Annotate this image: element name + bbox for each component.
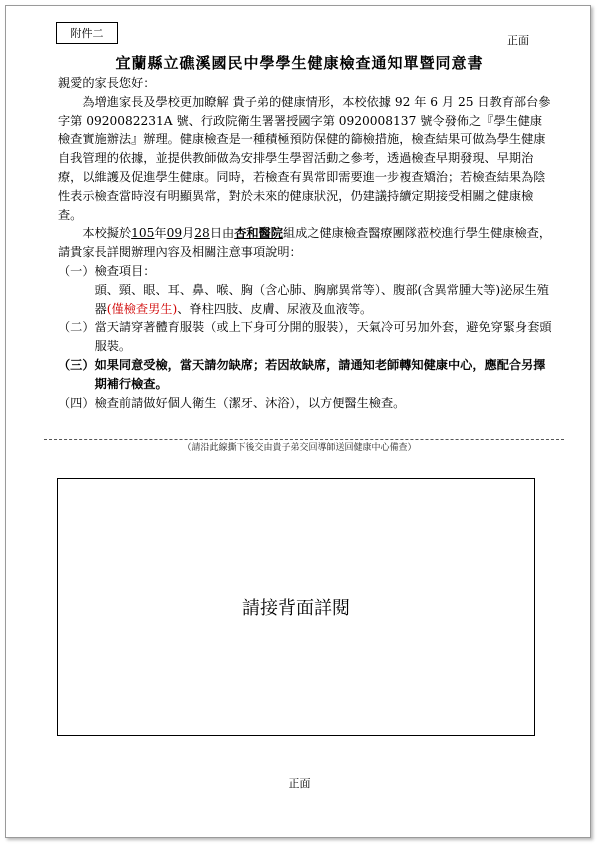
schedule-paragraph [58, 224, 552, 262]
cut-note: （請沿此線撕下後交由貴子弟交回導師送回健康中心備查） [182, 443, 417, 453]
item-detail [95, 281, 552, 319]
item-number: （三） [58, 357, 95, 372]
schedule-year: 105 [131, 226, 155, 241]
attachment-tag-text: 附件二 [70, 27, 104, 40]
item-number: （一） [58, 263, 95, 278]
list-item-1-detail [58, 281, 552, 319]
schedule-hospital: 杏和醫院 [234, 226, 283, 241]
schedule-prefix: 本校擬於 [82, 226, 132, 241]
item-number: （二） [58, 320, 95, 335]
item-label: 檢查項目： [94, 263, 156, 278]
intro-paragraph: 為增進家長及學校更加瞭解 貴子弟的健康情形，本校依據 92 年 6 月 25 日教育部台參字第 0920082231A 號、行政院衛生署署授國字第 0920008137 號令發佈之『學生健康檢查實施辦法』辦理。健康檢查是一種積極預防保健的篩檢措施，檢查結果可做為學生健康自我管理的依據，並提供教師做為安排學生學習活動之參考，透過檢查早期發現、早期治療，以維護及促進學生健康。同時，若檢查有異常即需要進一步複查矯治；若檢查結果為陰性表示檢查當時沒有明顯異常，對於未來的健康狀況，仍建議持續定期接受相關之健康檢查。 [58, 94, 551, 222]
item-detail-b: 、脊柱四肢、皮膚、尿液及血液等。 [177, 301, 373, 316]
list-item-3 [58, 356, 552, 394]
schedule-day: 28 [194, 226, 210, 241]
schedule-suffix: 組成之健康檢查醫療團隊蒞校進行學生健康檢查，請貴家長詳閱辦理內容及相關注意事項說明： [58, 226, 552, 260]
item-detail-a: 頭、頸、眼、耳、鼻、喉、胸（含心肺、胸廓異常等）、腹部(含異常腫大等)泌尿生殖器 [94, 282, 549, 316]
footer-label: 正面 [288, 777, 311, 790]
schedule-year-unit: 年 [154, 226, 167, 241]
item-text: 如果同意受檢，當天請勿缺席；若因故缺席，請通知老師轉知健康中心，應配合另擇期補行檢查。 [94, 357, 546, 391]
list-item-4 [58, 394, 552, 413]
schedule-day-unit: 日由 [209, 226, 235, 241]
see-back-text: 請接背面詳閱 [242, 598, 350, 619]
schedule-month: 09 [166, 226, 183, 241]
list-item-2 [58, 318, 552, 356]
item-number: （四） [58, 395, 95, 410]
back-side-box [57, 478, 535, 736]
item-text: 當天請穿著體育服裝（或上下身可分開的服裝），天氣冷可另加外套，避免穿緊身套頭服裝。 [94, 320, 552, 354]
attachment-tag [56, 22, 118, 44]
item-text: 檢查前請做好個人衛生（潔牙、沐浴），以方便醫生檢查。 [94, 395, 406, 410]
side-label: 正面 [507, 34, 529, 47]
schedule-month-unit: 月 [182, 226, 195, 241]
document-body [58, 74, 552, 412]
salutation: 親愛的家長您好： [58, 76, 156, 90]
male-only-note: (僅檢查男生) [106, 301, 178, 316]
document-title: 宜蘭縣立礁溪國民中學學生健康檢查通知單暨同意書 [115, 54, 484, 72]
list-item-1 [58, 262, 552, 281]
